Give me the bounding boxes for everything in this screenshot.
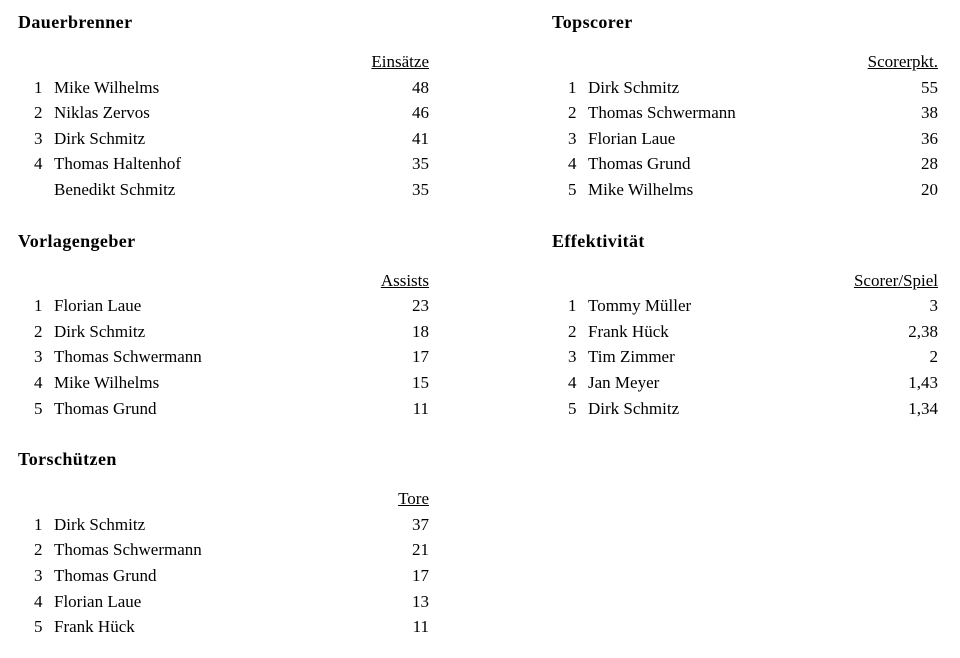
stats-table: [568, 268, 938, 422]
stats-table: [568, 49, 938, 203]
metric-value: 2,38: [908, 321, 938, 341]
rank: 5: [568, 398, 577, 418]
metric-value: 1,43: [908, 372, 938, 392]
player-name: Florian Laue: [588, 128, 676, 148]
block-title: Dauerbrenner: [18, 12, 133, 32]
header-blank: [568, 49, 868, 75]
table-row: [568, 370, 938, 396]
rank: 4: [34, 372, 43, 392]
rank: 3: [34, 128, 43, 148]
metric-value: 3: [929, 296, 938, 316]
player-name: Benedikt Schmitz: [54, 179, 176, 199]
player-name: Florian Laue: [54, 591, 142, 611]
player-name: Mike Wilhelms: [54, 77, 160, 97]
header-blank: [34, 268, 359, 294]
metric-value: 28: [921, 154, 938, 174]
player-name: Thomas Grund: [588, 154, 691, 174]
stats-table: [34, 486, 429, 640]
rank: 3: [568, 128, 577, 148]
player-name: Thomas Schwermann: [54, 347, 202, 367]
player-name: Thomas Schwermann: [588, 103, 736, 123]
player-name: Frank Hück: [588, 321, 669, 341]
header-metric: Assists: [380, 270, 429, 290]
metric-value: 35: [412, 179, 429, 199]
metric-value: 18: [412, 321, 429, 341]
table-row: [568, 75, 938, 101]
metric-value: 11: [412, 398, 429, 418]
table-row: [34, 589, 429, 615]
player-name: Tim Zimmer: [588, 347, 675, 367]
table-header-row: [34, 486, 429, 512]
table-row: [34, 293, 429, 319]
rank: 1: [34, 296, 43, 316]
table-row: [34, 370, 429, 396]
table-row: [568, 151, 938, 177]
rank: 4: [34, 154, 43, 174]
metric-value: 15: [412, 372, 429, 392]
rank: 2: [568, 103, 577, 123]
metric-value: 23: [412, 296, 429, 316]
stats-table: [34, 49, 429, 203]
table-row: [34, 396, 429, 422]
player-name: Dirk Schmitz: [54, 128, 146, 148]
player-name: Mike Wilhelms: [54, 372, 160, 392]
table-row: [568, 396, 938, 422]
player-name: Dirk Schmitz: [588, 77, 680, 97]
table-row: [34, 319, 429, 345]
block-title: Torschützen: [18, 449, 117, 470]
rank: 1: [568, 296, 577, 316]
rank: 1: [568, 77, 577, 97]
player-name: Frank Hück: [54, 617, 135, 637]
stats-table: [34, 268, 429, 422]
rank: 5: [568, 179, 577, 199]
table-row: [568, 344, 938, 370]
table-row: [34, 75, 429, 101]
table-row: [568, 100, 938, 126]
rank: 3: [34, 565, 43, 585]
metric-value: 17: [412, 565, 429, 585]
metric-value: 13: [412, 591, 429, 611]
table-row: [568, 293, 938, 319]
rank: 2: [34, 103, 43, 123]
player-name: Thomas Schwermann: [54, 540, 202, 560]
table-row: [34, 151, 429, 177]
player-name: Jan Meyer: [588, 372, 660, 392]
table-row: [34, 177, 429, 203]
stats-block-dauerbrenner: [18, 0, 478, 203]
player-name: Florian Laue: [54, 296, 142, 316]
metric-value: 37: [412, 514, 429, 534]
player-name: Thomas Grund: [54, 565, 157, 585]
rank: 1: [34, 77, 43, 97]
metric-value: 55: [921, 77, 938, 97]
rank: 5: [34, 617, 43, 637]
rank: 5: [34, 398, 43, 418]
metric-value: 2: [929, 347, 938, 367]
stats-block-vorlagengeber: [18, 221, 478, 422]
rank: 1: [34, 514, 43, 534]
metric-value: 41: [412, 128, 429, 148]
header-blank: [34, 49, 359, 75]
metric-value: 20: [921, 179, 938, 199]
block-title: Vorlagengeber: [18, 230, 136, 251]
rank: 4: [34, 591, 43, 611]
table-row: [568, 177, 938, 203]
rank: 3: [34, 347, 43, 367]
block-title: Topscorer: [552, 12, 633, 32]
left-column: [18, 0, 478, 658]
right-column: [552, 0, 960, 439]
table-row: [568, 319, 938, 345]
table-header-row: [34, 49, 429, 75]
stats-block-torschuetzen: [18, 439, 478, 640]
table-row: [568, 126, 938, 152]
player-name: Dirk Schmitz: [54, 321, 146, 341]
table-header-row: [34, 268, 429, 294]
header-metric: Scorer/Spiel: [853, 270, 938, 290]
metric-value: 48: [412, 77, 429, 97]
metric-value: 21: [412, 540, 429, 560]
player-name: Thomas Haltenhof: [54, 154, 181, 174]
header-metric: Tore: [398, 489, 429, 509]
table-row: [34, 614, 429, 640]
table-row: [34, 100, 429, 126]
header-blank: [34, 486, 359, 512]
metric-value: 11: [412, 617, 429, 637]
rank: 3: [568, 347, 577, 367]
metric-value: 17: [412, 347, 429, 367]
player-name: Mike Wilhelms: [588, 179, 694, 199]
header-blank: [568, 268, 854, 294]
rank: 4: [568, 372, 577, 392]
table-row: [34, 512, 429, 538]
metric-value: 38: [921, 103, 938, 123]
metric-value: 35: [412, 154, 429, 174]
header-metric: Einsätze: [371, 52, 429, 71]
player-name: Niklas Zervos: [54, 103, 150, 123]
metric-value: 36: [921, 128, 938, 148]
table-header-row: [568, 49, 938, 75]
table-row: [34, 537, 429, 563]
player-name: Thomas Grund: [54, 398, 157, 418]
table-row: [34, 126, 429, 152]
table-row: [34, 344, 429, 370]
stats-block-topscorer: [552, 0, 960, 203]
rank: 2: [568, 321, 577, 341]
table-row: [34, 563, 429, 589]
rank: 2: [34, 321, 43, 341]
table-header-row: [568, 268, 938, 294]
player-name: Dirk Schmitz: [54, 514, 146, 534]
metric-value: 1,34: [908, 398, 938, 418]
block-title: Effektivität: [552, 230, 645, 251]
rank: 4: [568, 154, 577, 174]
metric-value: 46: [412, 103, 429, 123]
player-name: Dirk Schmitz: [588, 398, 680, 418]
player-name: Tommy Müller: [588, 296, 692, 316]
header-metric: Scorerpkt.: [867, 52, 938, 71]
rank: [34, 177, 54, 203]
rank: 2: [34, 540, 43, 560]
stats-block-effektivitaet: [552, 221, 960, 422]
